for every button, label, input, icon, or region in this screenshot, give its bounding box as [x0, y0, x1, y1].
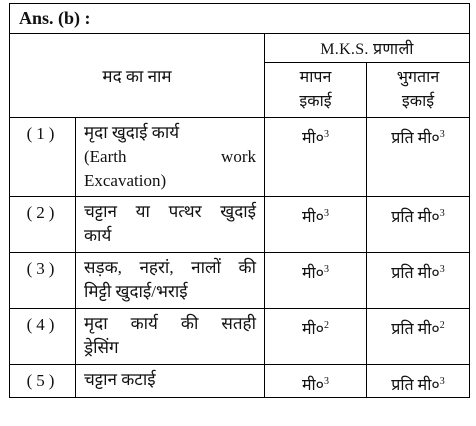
- table-row: [10, 253, 470, 309]
- answer-row: [10, 4, 470, 34]
- measure-unit: [265, 118, 367, 197]
- payment-unit: [367, 118, 470, 197]
- measure-unit-exponent: 3: [324, 129, 330, 140]
- measure-unit-header: [265, 63, 367, 118]
- row-number: (1): [10, 118, 76, 197]
- measure-unit-exponent: 3: [324, 208, 330, 219]
- units-table: [9, 3, 470, 398]
- item-name-line3: Excavation): [84, 171, 167, 190]
- payment-unit: [367, 365, 470, 398]
- measure-unit: [265, 197, 367, 253]
- item-name-line2: कार्य: [84, 226, 112, 245]
- payment-unit-base: प्रति मी०: [391, 130, 440, 147]
- item-name: [76, 309, 265, 365]
- payment-unit-base: प्रति मी०: [391, 209, 440, 226]
- payment-unit-header: [367, 63, 470, 118]
- answer-label: Ans. (b) :: [10, 4, 470, 34]
- measure-unit-base: मी०: [301, 265, 325, 282]
- item-name-header: मद का नाम: [10, 34, 265, 118]
- item-name: [76, 365, 265, 398]
- item-name-line1: सड़क, नहरां, नालों की: [84, 258, 256, 277]
- measure-unit-base: मी०: [301, 377, 325, 394]
- item-name-line1: चट्टान कटाई: [84, 370, 156, 389]
- item-name-line2: (Earth work: [84, 147, 256, 166]
- table-row: [10, 309, 470, 365]
- measure-unit-exponent: 3: [324, 376, 330, 387]
- header-row-1: [10, 34, 470, 63]
- measure-unit-base: मी०: [301, 130, 325, 147]
- row-number: (5): [10, 365, 76, 398]
- table-row: [10, 365, 470, 398]
- payment-unit-base: प्रति मी०: [391, 265, 440, 282]
- item-name: [76, 118, 265, 197]
- payment-unit-base: प्रति मी०: [391, 321, 440, 338]
- row-number: (4): [10, 309, 76, 365]
- measure-unit: [265, 253, 367, 309]
- measure-unit-base: मी०: [301, 209, 325, 226]
- answer-table-container: [9, 3, 469, 398]
- payment-unit: [367, 197, 470, 253]
- table-row: [10, 118, 470, 197]
- item-name-line2: ड्रेसिंग: [84, 338, 119, 357]
- payment-unit-base: प्रति मी०: [391, 377, 440, 394]
- row-number: (3): [10, 253, 76, 309]
- payment-unit: [367, 253, 470, 309]
- payment-unit-exponent: 3: [439, 264, 445, 275]
- row-number: (2): [10, 197, 76, 253]
- payment-unit-exponent: 3: [439, 376, 445, 387]
- item-name-line1: मृदा खुदाई कार्य: [84, 123, 180, 142]
- payment-unit-header-line1: भुगतान: [396, 69, 440, 86]
- table-row: [10, 197, 470, 253]
- item-name: [76, 253, 265, 309]
- payment-unit-exponent: 3: [439, 208, 445, 219]
- mks-system-header: M.K.S. प्रणाली: [265, 34, 470, 63]
- measure-unit-base: मी०: [301, 321, 325, 338]
- measure-unit: [265, 309, 367, 365]
- item-name-line1: मृदा कार्य की सतही: [84, 314, 256, 333]
- measure-unit-exponent: 3: [324, 264, 330, 275]
- item-name: [76, 197, 265, 253]
- measure-unit-header-line2: इकाई: [299, 93, 332, 110]
- measure-unit: [265, 365, 367, 398]
- payment-unit-exponent: 3: [439, 129, 445, 140]
- payment-unit: [367, 309, 470, 365]
- item-name-line2: मिट्टी खुदाई/भराई: [84, 282, 188, 301]
- payment-unit-header-line2: इकाई: [401, 93, 435, 110]
- measure-unit-exponent: 2: [324, 320, 330, 331]
- item-name-line1: चट्टान या पत्थर खुदाई: [84, 202, 256, 221]
- payment-unit-exponent: 2: [439, 320, 445, 331]
- measure-unit-header-line1: मापन: [299, 69, 332, 86]
